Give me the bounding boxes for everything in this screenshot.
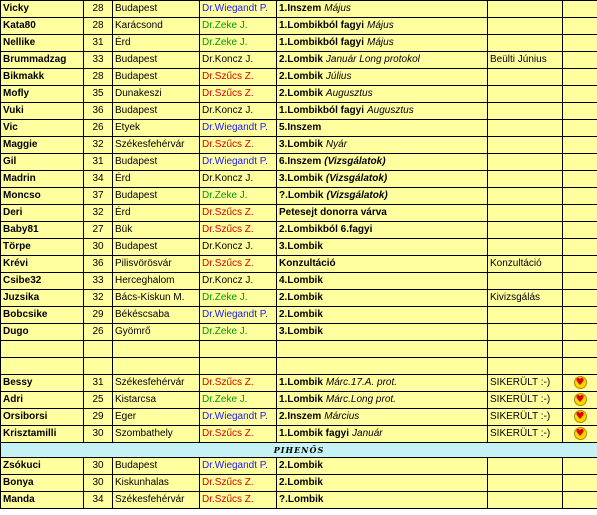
- name-cell[interactable]: Bonya: [1, 475, 84, 492]
- heart-icon: [574, 376, 587, 389]
- age-cell[interactable]: 30: [84, 475, 113, 492]
- note-cell[interactable]: [488, 222, 563, 239]
- status-cell[interactable]: [277, 375, 488, 392]
- city-cell[interactable]: Békéscsaba: [113, 307, 200, 324]
- status-cell[interactable]: [277, 35, 488, 52]
- table-row: [1, 256, 597, 273]
- separator-row: [1, 443, 597, 458]
- note-cell[interactable]: [488, 205, 563, 222]
- age-cell[interactable]: 27: [84, 222, 113, 239]
- age-cell[interactable]: 28: [84, 69, 113, 86]
- table-row: [1, 492, 597, 509]
- status-note: Augusztus: [367, 105, 414, 116]
- status-cell[interactable]: [277, 307, 488, 324]
- status-note: Nyár: [325, 139, 348, 150]
- status-main: 2.Lombik: [279, 292, 323, 303]
- age-cell[interactable]: 33: [84, 52, 113, 69]
- table-row: [1, 392, 597, 409]
- note-cell[interactable]: [488, 171, 563, 188]
- note-cell[interactable]: Beülti Június: [488, 52, 563, 69]
- table-row: [1, 222, 597, 239]
- city-cell[interactable]: Dunakeszi: [113, 86, 200, 103]
- note-cell[interactable]: Konzultáció: [488, 256, 563, 273]
- status-cell[interactable]: [277, 256, 488, 273]
- cell[interactable]: [488, 358, 563, 375]
- city-cell[interactable]: Pilisvörösvár: [113, 256, 200, 273]
- status-main: 6.Inszem: [279, 156, 322, 167]
- note-cell[interactable]: [488, 492, 563, 509]
- cell[interactable]: [113, 358, 200, 375]
- cell[interactable]: [84, 341, 113, 358]
- doctor-cell[interactable]: Dr.Szűcs Z.: [200, 256, 277, 273]
- doctor-cell[interactable]: Dr.Szűcs Z.: [200, 86, 277, 103]
- name-cell[interactable]: Orsiborsi: [1, 409, 84, 426]
- status-cell[interactable]: [277, 154, 488, 171]
- doctor-cell[interactable]: Dr.Szűcs Z.: [200, 475, 277, 492]
- name-cell[interactable]: Krisztamilli: [1, 426, 84, 443]
- status-note: Január Long protokol: [325, 54, 420, 65]
- doctor-cell[interactable]: Dr.Wiegandt P.: [200, 1, 277, 18]
- table-row: [1, 52, 597, 69]
- icon-cell[interactable]: [563, 409, 597, 426]
- status-main: 3.Lombik: [279, 241, 323, 252]
- status-note: Július: [325, 71, 352, 82]
- icon-cell[interactable]: [563, 392, 597, 409]
- icon-cell[interactable]: [563, 154, 597, 171]
- status-note: Május: [324, 3, 351, 14]
- status-note: Január: [352, 428, 383, 439]
- separator-section: [1, 443, 597, 458]
- table-row: [1, 188, 597, 205]
- status-cell[interactable]: [277, 137, 488, 154]
- name-cell[interactable]: Madrin: [1, 171, 84, 188]
- name-cell[interactable]: Vic: [1, 120, 84, 137]
- city-cell[interactable]: Budapest: [113, 239, 200, 256]
- doctor-cell[interactable]: Dr.Wiegandt P.: [200, 458, 277, 475]
- cell[interactable]: [113, 341, 200, 358]
- status-cell[interactable]: [277, 324, 488, 341]
- city-cell[interactable]: Bács-Kiskun M.: [113, 290, 200, 307]
- status-main: 1.Lombikból fagyi: [279, 20, 365, 31]
- note-cell[interactable]: SIKERÜLT :-): [488, 426, 563, 443]
- age-cell[interactable]: 30: [84, 239, 113, 256]
- age-cell[interactable]: 37: [84, 188, 113, 205]
- city-cell[interactable]: Karácsond: [113, 18, 200, 35]
- name-cell[interactable]: Csibe32: [1, 273, 84, 290]
- doctor-cell[interactable]: Dr.Szűcs Z.: [200, 375, 277, 392]
- age-cell[interactable]: 26: [84, 324, 113, 341]
- table-row: [1, 205, 597, 222]
- age-cell[interactable]: 32: [84, 290, 113, 307]
- doctor-cell[interactable]: Dr.Zeke J.: [200, 290, 277, 307]
- name-cell[interactable]: Dugo: [1, 324, 84, 341]
- city-cell[interactable]: Budapest: [113, 458, 200, 475]
- doctor-cell[interactable]: Dr.Szűcs Z.: [200, 137, 277, 154]
- cell[interactable]: [277, 341, 488, 358]
- status-cell[interactable]: [277, 52, 488, 69]
- city-cell[interactable]: Eger: [113, 409, 200, 426]
- name-cell[interactable]: Vicky: [1, 1, 84, 18]
- heart-icon: [574, 393, 587, 406]
- icon-cell[interactable]: [563, 307, 597, 324]
- status-cell[interactable]: [277, 86, 488, 103]
- status-cell[interactable]: [277, 1, 488, 18]
- status-main: 2.Lombik: [279, 309, 323, 320]
- table-row: [1, 1, 597, 18]
- status-cell[interactable]: [277, 426, 488, 443]
- status-main: Petesejt donorra várva: [279, 207, 387, 218]
- table-row: [1, 239, 597, 256]
- resting-rows: [1, 458, 597, 509]
- note-cell[interactable]: [488, 239, 563, 256]
- age-cell[interactable]: 30: [84, 458, 113, 475]
- cell[interactable]: [200, 358, 277, 375]
- status-main: ?.Lombik: [279, 494, 324, 505]
- icon-cell[interactable]: [563, 256, 597, 273]
- name-cell[interactable]: Mofly: [1, 86, 84, 103]
- cell[interactable]: [1, 341, 84, 358]
- doctor-cell[interactable]: Dr.Zeke J.: [200, 324, 277, 341]
- status-main: 2.Lombik: [279, 88, 323, 99]
- status-main: 1.Lombik: [279, 377, 323, 388]
- table-row: [1, 307, 597, 324]
- note-cell[interactable]: SIKERÜLT :-): [488, 409, 563, 426]
- note-cell[interactable]: [488, 86, 563, 103]
- empty-row: [1, 358, 597, 375]
- doctor-cell[interactable]: Dr.Wiegandt P.: [200, 154, 277, 171]
- icon-cell[interactable]: [563, 35, 597, 52]
- status-main: 1.Lombikból fagyi: [279, 105, 365, 116]
- icon-cell[interactable]: [563, 324, 597, 341]
- note-cell[interactable]: [488, 273, 563, 290]
- status-cell[interactable]: [277, 18, 488, 35]
- name-cell[interactable]: Törpe: [1, 239, 84, 256]
- note-cell[interactable]: [488, 458, 563, 475]
- age-cell[interactable]: 33: [84, 273, 113, 290]
- status-cell[interactable]: [277, 188, 488, 205]
- icon-cell[interactable]: [563, 52, 597, 69]
- city-cell[interactable]: Székesfehérvár: [113, 137, 200, 154]
- note-cell[interactable]: [488, 18, 563, 35]
- name-cell[interactable]: Krévi: [1, 256, 84, 273]
- icon-cell[interactable]: [563, 492, 597, 509]
- table-row: [1, 154, 597, 171]
- status-cell[interactable]: [277, 273, 488, 290]
- status-cell[interactable]: [277, 239, 488, 256]
- age-cell[interactable]: 34: [84, 492, 113, 509]
- age-cell[interactable]: 31: [84, 375, 113, 392]
- name-cell[interactable]: Bikmakk: [1, 69, 84, 86]
- city-cell[interactable]: Budapest: [113, 69, 200, 86]
- cell[interactable]: [277, 358, 488, 375]
- table-row: [1, 86, 597, 103]
- status-main: 2.Lombik: [279, 54, 323, 65]
- table-row: [1, 375, 597, 392]
- icon-cell[interactable]: [563, 475, 597, 492]
- city-cell[interactable]: Érd: [113, 171, 200, 188]
- status-cell[interactable]: [277, 409, 488, 426]
- status-note: (Vizsgálatok): [325, 173, 388, 184]
- status-cell[interactable]: [277, 171, 488, 188]
- status-cell[interactable]: [277, 205, 488, 222]
- table-row: [1, 426, 597, 443]
- status-note: Márc.Long prot.: [325, 394, 396, 405]
- age-cell[interactable]: 36: [84, 256, 113, 273]
- heart-icon: [574, 427, 587, 440]
- status-note: Május: [367, 20, 394, 31]
- status-note: (Vizsgálatok): [326, 190, 388, 201]
- name-cell[interactable]: Moncso: [1, 188, 84, 205]
- status-main: 3.Lombik: [279, 326, 323, 337]
- doctor-cell[interactable]: Dr.Wiegandt P.: [200, 307, 277, 324]
- status-main: 2.Lombikból 6.fagyi: [279, 224, 373, 235]
- status-main: 2.Lombik: [279, 477, 323, 488]
- icon-cell[interactable]: [563, 86, 597, 103]
- active-rows: [1, 1, 597, 341]
- cell[interactable]: [563, 358, 597, 375]
- city-cell[interactable]: Budapest: [113, 103, 200, 120]
- note-cell[interactable]: [488, 475, 563, 492]
- status-cell[interactable]: [277, 392, 488, 409]
- icon-cell[interactable]: [563, 273, 597, 290]
- cell[interactable]: [200, 341, 277, 358]
- name-cell[interactable]: Baby81: [1, 222, 84, 239]
- name-cell[interactable]: Gil: [1, 154, 84, 171]
- note-cell[interactable]: [488, 188, 563, 205]
- icon-cell[interactable]: [563, 103, 597, 120]
- city-cell[interactable]: Budapest: [113, 188, 200, 205]
- status-note: (Vizsgálatok): [324, 156, 386, 167]
- icon-cell[interactable]: [563, 171, 597, 188]
- age-cell[interactable]: 29: [84, 307, 113, 324]
- icon-cell[interactable]: [563, 239, 597, 256]
- name-cell[interactable]: Bobcsike: [1, 307, 84, 324]
- age-cell[interactable]: 29: [84, 409, 113, 426]
- doctor-cell[interactable]: Dr.Koncz J.: [200, 239, 277, 256]
- doctor-cell[interactable]: Dr.Szűcs Z.: [200, 426, 277, 443]
- status-cell[interactable]: [277, 103, 488, 120]
- table-row: [1, 137, 597, 154]
- note-cell[interactable]: SIKERÜLT :-): [488, 392, 563, 409]
- age-cell[interactable]: 35: [84, 86, 113, 103]
- doctor-cell[interactable]: Dr.Zeke J.: [200, 18, 277, 35]
- doctor-cell[interactable]: Dr.Zeke J.: [200, 188, 277, 205]
- status-main: 2.Lombik: [279, 71, 323, 82]
- city-cell[interactable]: Kiskunhalas: [113, 475, 200, 492]
- cell[interactable]: [488, 341, 563, 358]
- doctor-cell[interactable]: Dr.Szűcs Z.: [200, 222, 277, 239]
- status-main: 4.Lombik: [279, 275, 323, 286]
- status-main: 1.Inszem: [279, 3, 322, 14]
- doctor-cell[interactable]: Dr.Zeke J.: [200, 35, 277, 52]
- status-cell[interactable]: [277, 475, 488, 492]
- city-cell[interactable]: Kistarcsa: [113, 392, 200, 409]
- city-cell[interactable]: Herceghalom: [113, 273, 200, 290]
- table-row: [1, 35, 597, 52]
- table-row: [1, 409, 597, 426]
- icon-cell[interactable]: [563, 290, 597, 307]
- note-cell[interactable]: [488, 154, 563, 171]
- status-cell[interactable]: [277, 458, 488, 475]
- status-cell[interactable]: [277, 222, 488, 239]
- table-row: [1, 324, 597, 341]
- city-cell[interactable]: Bük: [113, 222, 200, 239]
- icon-cell[interactable]: [563, 1, 597, 18]
- status-main: 3.Lombik: [279, 139, 323, 150]
- status-main: ?.Lombik: [279, 190, 324, 201]
- status-cell[interactable]: [277, 69, 488, 86]
- doctor-cell[interactable]: Dr.Szűcs Z.: [200, 492, 277, 509]
- name-cell[interactable]: Manda: [1, 492, 84, 509]
- city-cell[interactable]: Budapest: [113, 154, 200, 171]
- table-row: [1, 273, 597, 290]
- status-main: 1.Lombik: [279, 394, 323, 405]
- status-main: 2.Lombik: [279, 460, 323, 471]
- icon-cell[interactable]: [563, 222, 597, 239]
- note-cell[interactable]: Kivizsgálás: [488, 290, 563, 307]
- cell[interactable]: [1, 358, 84, 375]
- status-note: Márc.17.A. prot.: [325, 377, 398, 388]
- city-cell[interactable]: Szombathely: [113, 426, 200, 443]
- note-cell[interactable]: [488, 307, 563, 324]
- doctor-cell[interactable]: Dr.Koncz J.: [200, 52, 277, 69]
- cell[interactable]: [563, 341, 597, 358]
- age-cell[interactable]: 30: [84, 426, 113, 443]
- icon-cell[interactable]: [563, 18, 597, 35]
- name-cell[interactable]: Bessy: [1, 375, 84, 392]
- city-cell[interactable]: Etyek: [113, 120, 200, 137]
- name-cell[interactable]: Vuki: [1, 103, 84, 120]
- status-main: 5.Inszem: [279, 122, 322, 133]
- age-cell[interactable]: 32: [84, 137, 113, 154]
- doctor-cell[interactable]: Dr.Koncz J.: [200, 273, 277, 290]
- status-main: 3.Lombik: [279, 173, 323, 184]
- doctor-cell[interactable]: Dr.Wiegandt P.: [200, 120, 277, 137]
- cell[interactable]: [84, 358, 113, 375]
- age-cell[interactable]: 28: [84, 1, 113, 18]
- city-cell[interactable]: Érd: [113, 35, 200, 52]
- status-cell[interactable]: [277, 290, 488, 307]
- separator-label[interactable]: PIHENŐS: [1, 443, 597, 458]
- name-cell[interactable]: Juzsika: [1, 290, 84, 307]
- icon-cell[interactable]: [563, 69, 597, 86]
- age-cell[interactable]: 31: [84, 35, 113, 52]
- age-cell[interactable]: 36: [84, 103, 113, 120]
- age-cell[interactable]: 25: [84, 392, 113, 409]
- table-row: [1, 18, 597, 35]
- table-row: [1, 120, 597, 137]
- name-cell[interactable]: Maggie: [1, 137, 84, 154]
- name-cell[interactable]: Deri: [1, 205, 84, 222]
- status-main: Konzultáció: [279, 258, 336, 269]
- icon-cell[interactable]: [563, 188, 597, 205]
- name-cell[interactable]: Adri: [1, 392, 84, 409]
- doctor-cell[interactable]: Dr.Szűcs Z.: [200, 205, 277, 222]
- icon-cell[interactable]: [563, 120, 597, 137]
- note-cell[interactable]: [488, 69, 563, 86]
- table-row: [1, 69, 597, 86]
- status-note: Augusztus: [325, 88, 373, 99]
- note-cell[interactable]: SIKERÜLT :-): [488, 375, 563, 392]
- icon-cell[interactable]: [563, 458, 597, 475]
- doctor-cell[interactable]: Dr.Szűcs Z.: [200, 69, 277, 86]
- table-row: [1, 290, 597, 307]
- age-cell[interactable]: 26: [84, 120, 113, 137]
- table-row: [1, 171, 597, 188]
- city-cell[interactable]: Székesfehérvár: [113, 375, 200, 392]
- age-cell[interactable]: 32: [84, 205, 113, 222]
- doctor-cell[interactable]: Dr.Wiegandt P.: [200, 409, 277, 426]
- age-cell[interactable]: 31: [84, 154, 113, 171]
- table-row: [1, 475, 597, 492]
- status-cell[interactable]: [277, 492, 488, 509]
- icon-cell[interactable]: [563, 426, 597, 443]
- name-cell[interactable]: Nellike: [1, 35, 84, 52]
- name-cell[interactable]: Zsókuci: [1, 458, 84, 475]
- icon-cell[interactable]: [563, 375, 597, 392]
- city-cell[interactable]: Érd: [113, 205, 200, 222]
- age-cell[interactable]: 28: [84, 18, 113, 35]
- table-row: [1, 103, 597, 120]
- doctor-cell[interactable]: Dr.Koncz J.: [200, 171, 277, 188]
- status-main: 1.Lombikból fagyi: [279, 37, 365, 48]
- note-cell[interactable]: [488, 120, 563, 137]
- city-cell[interactable]: Budapest: [113, 52, 200, 69]
- city-cell[interactable]: Székesfehérvár: [113, 492, 200, 509]
- name-cell[interactable]: Brummadzag: [1, 52, 84, 69]
- note-cell[interactable]: [488, 137, 563, 154]
- status-main: 2.Inszem: [279, 411, 322, 422]
- doctor-cell[interactable]: Dr.Koncz J.: [200, 103, 277, 120]
- city-cell[interactable]: Budapest: [113, 1, 200, 18]
- note-cell[interactable]: [488, 35, 563, 52]
- heart-icon: [574, 410, 587, 423]
- note-cell[interactable]: [488, 324, 563, 341]
- icon-cell[interactable]: [563, 205, 597, 222]
- status-cell[interactable]: [277, 120, 488, 137]
- note-cell[interactable]: [488, 103, 563, 120]
- city-cell[interactable]: Gyömrő: [113, 324, 200, 341]
- empty-row: [1, 341, 597, 358]
- status-note: Március: [324, 411, 360, 422]
- success-rows: [1, 375, 597, 443]
- name-cell[interactable]: Kata80: [1, 18, 84, 35]
- status-note: Május: [367, 37, 394, 48]
- age-cell[interactable]: 34: [84, 171, 113, 188]
- note-cell[interactable]: [488, 1, 563, 18]
- status-main: 1.Lombik fagyi: [279, 428, 350, 439]
- table-row: [1, 458, 597, 475]
- doctor-cell[interactable]: Dr.Zeke J.: [200, 392, 277, 409]
- empty-rows: [1, 341, 597, 375]
- icon-cell[interactable]: [563, 137, 597, 154]
